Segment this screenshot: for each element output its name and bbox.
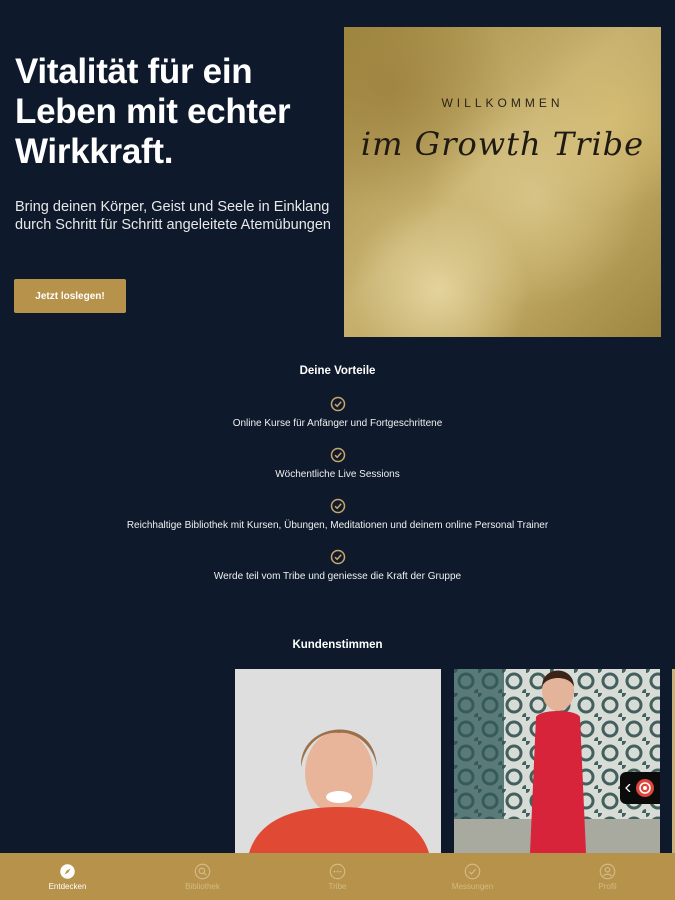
media-overlay[interactable]	[620, 772, 660, 804]
hero-subtitle: Bring deinen Körper, Geist und Seele in Einklang durch Schritt für Schritt angeleitete Atemübungen	[15, 199, 331, 233]
get-started-button[interactable]: Jetzt loslegen!	[14, 279, 126, 313]
user-icon	[599, 863, 616, 880]
chat-icon	[329, 863, 346, 880]
welcome-image	[344, 27, 661, 337]
check-circle-icon	[330, 549, 346, 565]
nav-item-bibliothek[interactable]	[135, 853, 270, 900]
check-circle-icon	[330, 447, 346, 463]
nav-label: Profil	[598, 881, 617, 891]
benefit-item	[0, 396, 675, 429]
benefit-item	[0, 447, 675, 480]
nav-label: Messungen	[451, 881, 494, 891]
compass-icon	[59, 863, 76, 880]
welcome-text: WILLKOMMEN	[441, 96, 564, 110]
testimonial-photo	[235, 669, 441, 853]
record-icon[interactable]	[635, 778, 655, 798]
benefit-text: Werde teil vom Tribe und geniesse die Kraft der Gruppe	[213, 571, 462, 582]
testimonial-card[interactable]	[454, 669, 660, 853]
testimonials-title: Kundenstimmen	[292, 639, 383, 651]
benefit-text: Wöchentliche Live Sessions	[275, 469, 400, 480]
check-circle-icon	[330, 498, 346, 514]
bottom-navigation	[0, 853, 675, 900]
hero-title: Vitalität für ein Leben mit echter Wirkkraft.	[15, 52, 291, 171]
welcome-script-text: im Growth Tribe	[360, 125, 645, 163]
nav-item-messungen[interactable]	[405, 853, 540, 900]
benefit-item	[0, 498, 675, 531]
nav-label: Bibliothek	[185, 881, 220, 891]
nav-label: Entdecken	[48, 881, 87, 891]
check-circle-icon	[330, 396, 346, 412]
benefit-item	[0, 549, 675, 582]
benefit-text: Reichhaltige Bibliothek mit Kursen, Übungen, Meditationen und deinem online Personal Trainer	[126, 520, 549, 531]
search-icon	[194, 863, 211, 880]
testimonial-photo	[454, 669, 660, 853]
testimonial-card[interactable]	[235, 669, 441, 853]
nav-item-profil[interactable]	[540, 853, 675, 900]
nav-label: Tribe	[328, 881, 347, 891]
benefit-text: Online Kurse für Anfänger und Fortgeschrittene	[232, 418, 443, 429]
check-circle-icon	[464, 863, 481, 880]
nav-item-entdecken[interactable]	[0, 853, 135, 900]
benefits-title: Deine Vorteile	[299, 365, 376, 377]
nav-item-tribe[interactable]	[270, 853, 405, 900]
chevron-left-icon[interactable]	[625, 784, 631, 792]
